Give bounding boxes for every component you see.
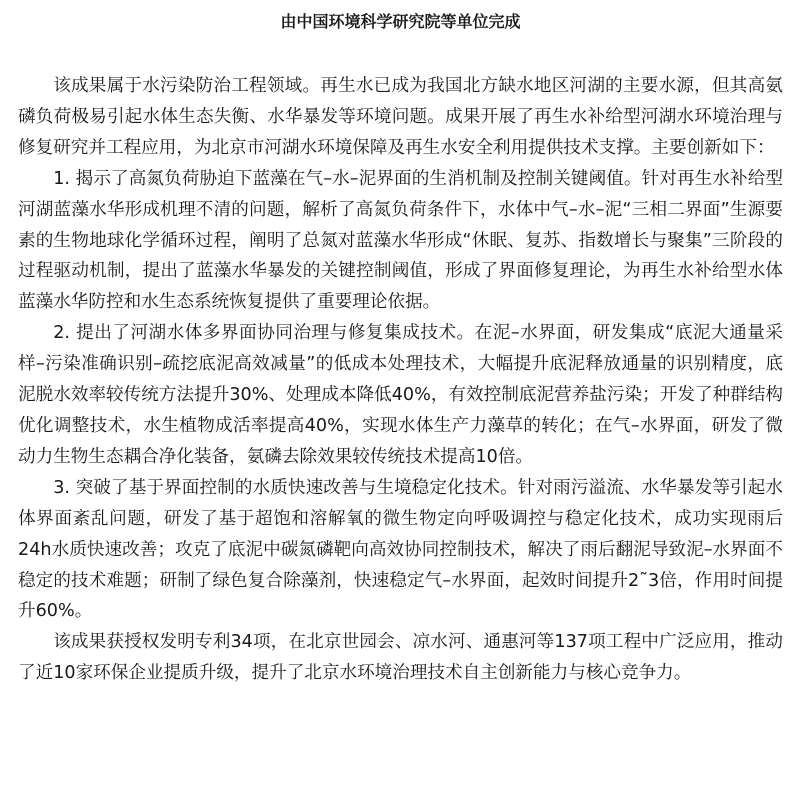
conclusion-paragraph: 该成果获授权发明专利34项，在北京世园会、凉水河、通惠河等137项工程中广泛应用，推动了近10家环保企业提质升级，提升了北京水环境治理技术自主创新能力与核心竞争力。 bbox=[18, 632, 783, 684]
innovation-paragraph-3: 3. 突破了基于界面控制的水质快速改善与生境稳定化技术。针对雨污溢流、水华暴发等引起水体界面紊乱问题，研发了基于超饱和溶解氧的微生物定向呼吸调控与稳定化技术，成功实现雨后24h水质快速改善；攻克了底泥中碳氮磷靶向高效协同控制技术，解决了雨后翻泥导致泥–水界面不稳定的技术难题；研制了绿色复合除藻剂，快速稳定气–水界面，起效时间提升2˜3倍，作用时间提升60%。 bbox=[18, 477, 783, 622]
innovation-paragraph-1: 1. 揭示了高氮负荷胁迫下蓝藻在气–水–泥界面的生消机制及控制关键阈值。针对再生水补给型河湖蓝藻水华形成机理不清的问题，解析了高氮负荷条件下，水体中气–水–泥“三相二界面”生源要素的生物地球化学循环过程，阐明了总氮对蓝藻水华形成“休眠、复苏、指数增长与聚集”三阶段的过程驱动机制，提出了蓝藻水华暴发的关键控制阈值，形成了界面修复理论，为再生水补给型水体蓝藻水华防控和水生态系统恢复提供了重要理论依据。 bbox=[18, 168, 783, 313]
innovation-paragraph-2: 2. 提出了河湖水体多界面协同治理与修复集成技术。在泥–水界面，研发集成“底泥大通量采样–污染准确识别–疏挖底泥高效减量”的低成本处理技术，大幅提升底泥释放通量的识别精度，底泥脱水效率较传统方法提升30%、处理成本降低40%，有效控制底泥营养盐污染；开发了种群结构优化调整技术，水生植物成活率提高40%，实现水体生产力藻草的转化；在气–水界面，研发了微动力生物生态耦合净化装备，氨磷去除效果较传统技术提高10倍。 bbox=[18, 323, 783, 467]
document-title: 由中国环境科学研究院等单位完成 bbox=[280, 12, 521, 31]
intro-paragraph: 该成果属于水污染防治工程领域。再生水已成为我国北方缺水地区河湖的主要水源，但其高氨磷负荷极易引起水体生态失衡、水华暴发等环境问题。成果开展了再生水补给型河湖水环境治理与修复研究并工程应用，为北京市河湖水环境保障及再生水安全利用提供技术支撑。主要创新如下： bbox=[18, 76, 783, 158]
document-body bbox=[18, 71, 783, 689]
